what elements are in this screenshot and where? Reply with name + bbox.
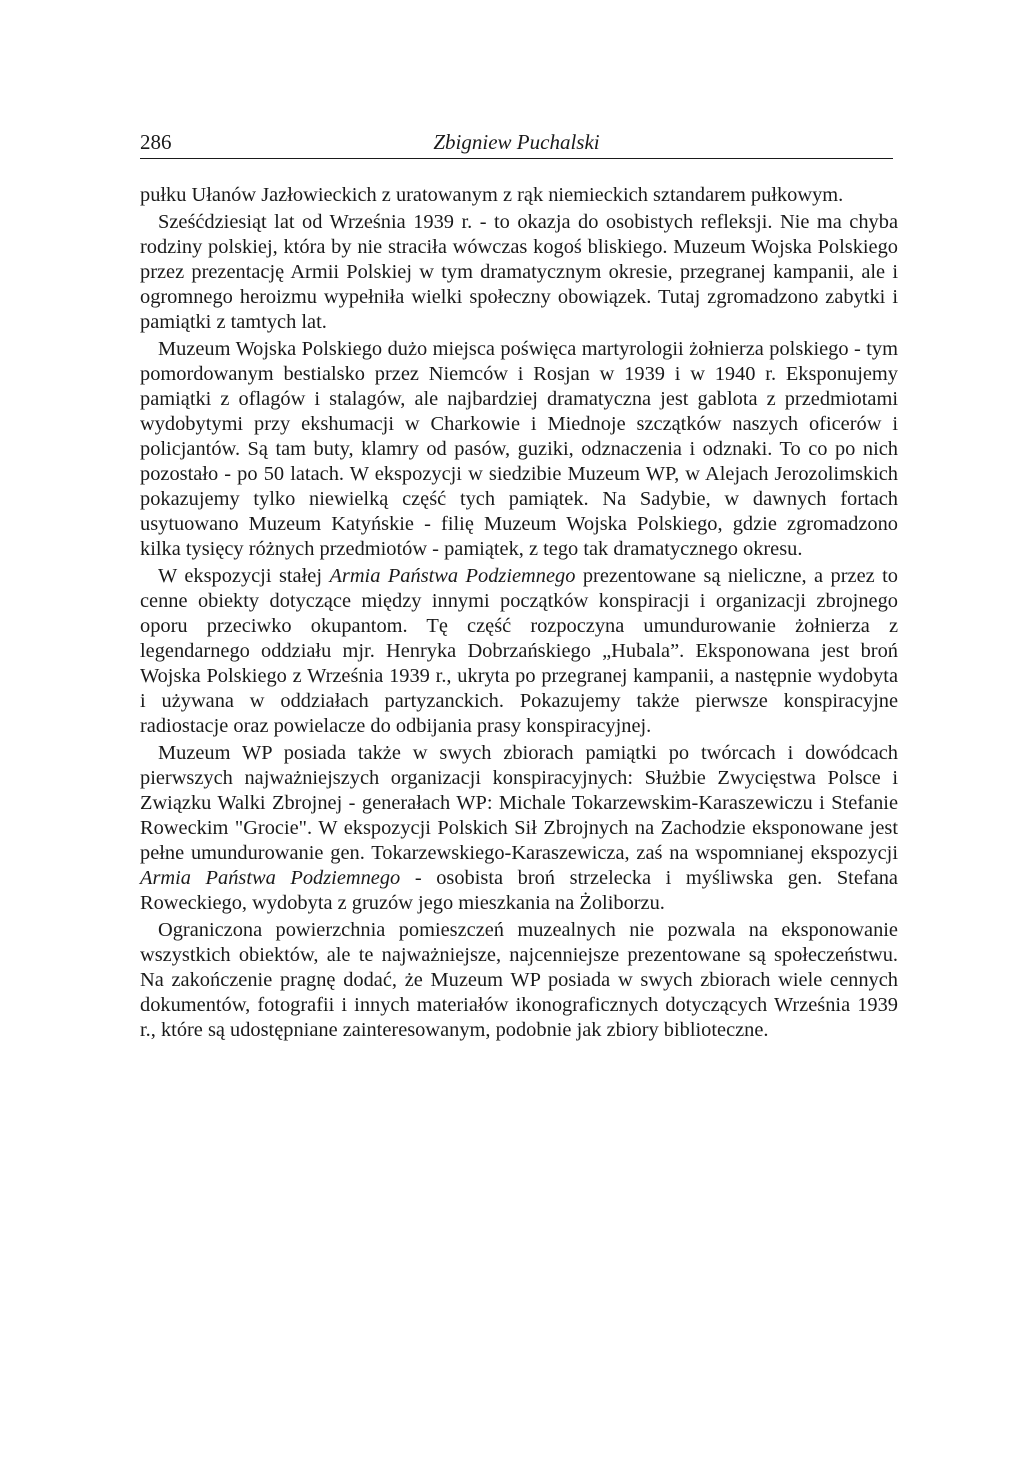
paragraph-p3 bbox=[140, 337, 898, 562]
italic-title: Armia Państwa Podziemnego bbox=[140, 867, 401, 889]
paragraph-p6 bbox=[140, 918, 898, 1043]
text-segment: W ekspozycji stałej bbox=[158, 565, 330, 587]
text-segment: Ograniczona powierzchnia pomieszczeń muzealnych nie pozwala na eksponowanie wszystkich obiektów, ale te najważniejsze, najcenniejsze prezentowane są społeczeństwu. Na zakończenie pragnę dodać, że Muzeum WP posiada w swych zbiorach wiele cennych dokumentów, fotografii i innych materiałów ikonograficznych dotyczących Września 1939 r., które są udostępniane zainteresowanym, podobnie jak zbiory biblioteczne. bbox=[140, 919, 898, 1041]
text-segment: Muzeum WP posiada także w swych zbiorach pamiątki po twórcach i dowódcach pierwszych najważniejszych organizacji konspiracyjnych: Służbie Zwycięstwa Polsce i Związku Walki Zbrojnej - generałach WP: Michale Tokarzewskim-Karaszewiczu i Stefanie Roweckim "Grocie". W ekspozycji Polskich Sił Zbrojnych na Zachodzie eksponowane jest pełne umundurowanie gen. Tokarzewskiego-Karaszewicza, zaś na wspomnianej ekspozycji bbox=[140, 742, 898, 864]
text-segment: Muzeum Wojska Polskiego dużo miejsca poświęca martyrologii żołnierza polskiego - tym pomordowanym bestialsko przez Niemców i Rosjan w 1939 i w 1940 r. Eksponujemy pamiątki z oflagów i stalagów, ale najbardziej dramatyczna jest gablota z przedmiotami wydobytymi przy ekshumacji w Charkowie i Miednoje szczątków naszych oficerów i policjantów. Są tam buty, klamry od pasów, guziki, odznaczenia i odznaki. To co po nich pozostało - po 50 latach. W ekspozycji w siedzibie Muzeum WP, w Alejach Jerozolimskich pokazujemy tylko niewielką część tych pamiątek. Na Sadybie, w dawnych fortach usytuowano Muzeum Katyńskie - filię Muzeum Wojska Polskiego, gdzie zgromadzono kilka tysięcy różnych przedmiotów - pamiątek, z tego tak dramatycznego okresu. bbox=[140, 338, 898, 560]
text-segment: Sześćdziesiąt lat od Września 1939 r. - to okazja do osobistych refleksji. Nie ma chyba rodziny polskiej, która by nie straciła wówczas kogoś bliskiego. Muzeum Wojska Polskiego przez prezentację Armii Polskiej w tym dramatycznym okresie, przegranej kampanii, ale i ogromnego heroizmu wypełniła wielki społeczny obowiązek. Tutaj zgromadzono zabytki i pamiątki z tamtych lat. bbox=[140, 211, 898, 333]
paragraph-p1 bbox=[140, 183, 898, 208]
running-header bbox=[140, 126, 893, 159]
body-text bbox=[140, 183, 898, 1045]
running-title: Zbigniew Puchalski bbox=[433, 130, 600, 154]
paragraph-p2 bbox=[140, 210, 898, 335]
page-number: 286 bbox=[140, 130, 172, 154]
paragraph-p5 bbox=[140, 741, 898, 916]
text-segment: - osobista broń strzelecka i myśliwska gen. Stefana Roweckiego, wydobyta z gruzów jego mieszkania na Żoliborzu. bbox=[140, 867, 898, 914]
text-segment: pułku Ułanów Jazłowieckich z uratowanym z rąk niemieckich sztandarem pułkowym. bbox=[140, 184, 844, 206]
paragraph-p4 bbox=[140, 564, 898, 739]
text-segment: prezentowane są nieliczne, a przez to cenne obiekty dotyczące między innymi początków konspiracji i organizacji zbrojnego oporu przeciwko okupantom. Tę część rozpoczyna umundurowanie żołnierza z legendarnego oddziału mjr. Henryka Dobrzańskiego „Hubala”. Eksponowana jest broń Wojska Polskiego z Września 1939 r., ukryta po przegranej kampanii, a następnie wydobyta i używana w oddziałach partyzanckich. Pokazujemy także pierwsze konspiracyjne radiostacje oraz powielacze do odbijania prasy konspiracyjnej. bbox=[140, 565, 898, 737]
italic-title: Armia Państwa Podziemnego bbox=[329, 565, 576, 587]
